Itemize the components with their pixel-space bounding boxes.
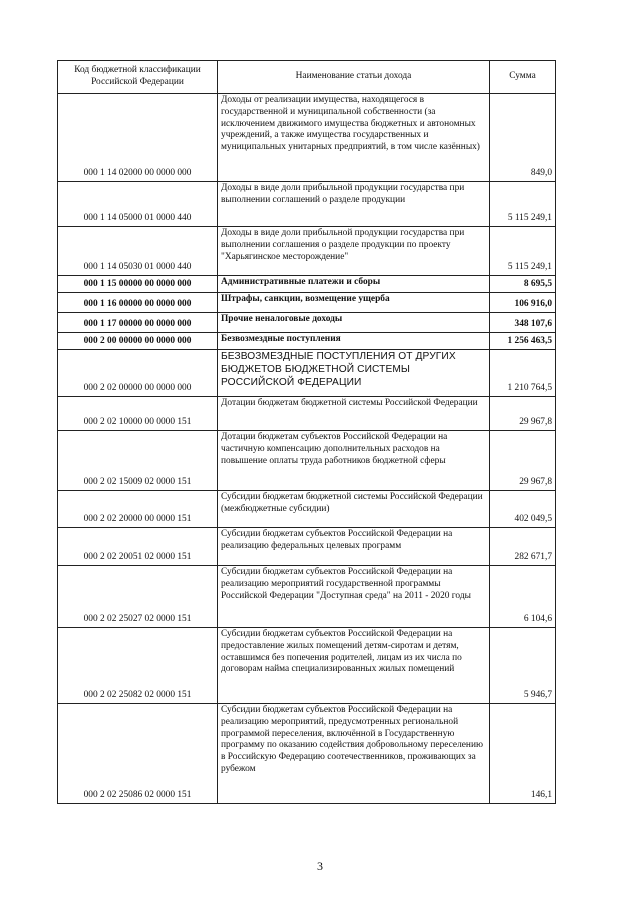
row-sum: 5 946,7 xyxy=(490,628,556,704)
row-sum: 282 671,7 xyxy=(490,528,556,566)
row-name: Доходы в виде доли прибыльной продукции государства при выполнении соглашения о разделе продукции по проекту "Харьягинское месторождение" xyxy=(218,227,490,276)
table-row xyxy=(58,491,556,528)
row-code: 000 1 17 00000 00 0000 000 xyxy=(58,313,218,333)
row-name: Доходы от реализации имущества, находящегося в государственной и муниципальной собственности (за исключением движимого имущества бюджетных и автономных учреждений, а также имущества государственных и муниципальных унитарных предприятий, в том числе казённых) xyxy=(218,94,490,182)
row-name: Субсидии бюджетам субъектов Российской Федерации на реализацию мероприятий, предусмотренных региональной программой переселения, включённой в Государственную программу по оказанию содействия добровольному переселению в Российскую Федерацию соотечественников, проживающих за рубежом xyxy=(218,704,490,804)
header-name: Наименование статьи дохода xyxy=(218,61,490,94)
row-name: Субсидии бюджетам субъектов Российской Федерации на реализацию мероприятий государственной программы Российской Федерации "Доступная среда" на 2011 - 2020 годы xyxy=(218,566,490,628)
table-row xyxy=(58,313,556,333)
header-code: Код бюджетной классификации Российской Федерации xyxy=(58,61,218,94)
row-code: 000 2 02 10000 00 0000 151 xyxy=(58,397,218,431)
row-sum: 29 967,8 xyxy=(490,431,556,491)
row-sum: 8 695,5 xyxy=(490,276,556,293)
row-code: 000 2 00 00000 00 0000 000 xyxy=(58,333,218,350)
row-code: 000 2 02 00000 00 0000 000 xyxy=(58,350,218,397)
revenue-table xyxy=(57,60,556,804)
row-code: 000 1 14 05030 01 0000 440 xyxy=(58,227,218,276)
row-code: 000 1 15 00000 00 0000 000 xyxy=(58,276,218,293)
row-code: 000 2 02 25086 02 0000 151 xyxy=(58,704,218,804)
row-code: 000 2 02 20051 02 0000 151 xyxy=(58,528,218,566)
row-name: Штрафы, санкции, возмещение ущерба xyxy=(218,293,490,313)
row-sum: 106 916,0 xyxy=(490,293,556,313)
row-code: 000 1 16 00000 00 0000 000 xyxy=(58,293,218,313)
table-row xyxy=(58,276,556,293)
table-row xyxy=(58,528,556,566)
row-name: Административные платежи и сборы xyxy=(218,276,490,293)
header-sum: Сумма xyxy=(490,61,556,94)
row-sum: 402 049,5 xyxy=(490,491,556,528)
row-sum: 29 967,8 xyxy=(490,397,556,431)
table-row xyxy=(58,628,556,704)
row-name: Дотации бюджетам субъектов Российской Федерации на частичную компенсацию дополнительных расходов на повышение оплаты труда работников бюджетной сферы xyxy=(218,431,490,491)
row-sum: 5 115 249,1 xyxy=(490,182,556,227)
row-sum: 1 210 764,5 xyxy=(490,350,556,397)
row-code: 000 2 02 20000 00 0000 151 xyxy=(58,491,218,528)
table-row xyxy=(58,566,556,628)
table-row xyxy=(58,227,556,276)
row-sum: 1 256 463,5 xyxy=(490,333,556,350)
page-number: 3 xyxy=(317,859,323,873)
row-name: Субсидии бюджетам субъектов Российской Федерации на предоставление жилых помещений детям-сиротам и детям, оставшимся без попечения родителей, лицам из их числа по договорам найма специализированных жилых помещений xyxy=(218,628,490,704)
row-name: Безвозмездные поступления xyxy=(218,333,490,350)
table-row xyxy=(58,333,556,350)
row-sum: 146,1 xyxy=(490,704,556,804)
row-sum: 5 115 249,1 xyxy=(490,227,556,276)
row-code: 000 2 02 25082 02 0000 151 xyxy=(58,628,218,704)
row-sum: 348 107,6 xyxy=(490,313,556,333)
row-name: Субсидии бюджетам бюджетной системы Российской Федерации (межбюджетные субсидии) xyxy=(218,491,490,528)
table-row xyxy=(58,94,556,182)
table-row xyxy=(58,397,556,431)
row-code: 000 1 14 05000 01 0000 440 xyxy=(58,182,218,227)
row-name: Дотации бюджетам бюджетной системы Российской Федерации xyxy=(218,397,490,431)
table-row xyxy=(58,704,556,804)
row-code: 000 2 02 15009 02 0000 151 xyxy=(58,431,218,491)
row-name: БЕЗВОЗМЕЗДНЫЕ ПОСТУПЛЕНИЯ ОТ ДРУГИХ БЮДЖЕТОВ БЮДЖЕТНОЙ СИСТЕМЫ РОССИЙСКОЙ ФЕДЕРАЦИИ xyxy=(218,350,490,397)
table-row xyxy=(58,182,556,227)
table-row xyxy=(58,431,556,491)
row-name: Субсидии бюджетам субъектов Российской Федерации на реализацию федеральных целевых программ xyxy=(218,528,490,566)
row-code: 000 1 14 02000 00 0000 000 xyxy=(58,94,218,182)
row-sum: 849,0 xyxy=(490,94,556,182)
table-row xyxy=(58,350,556,397)
table-row xyxy=(58,293,556,313)
table-header-row xyxy=(58,61,556,94)
row-name: Доходы в виде доли прибыльной продукции государства при выполнении соглашений о разделе продукции xyxy=(218,182,490,227)
row-sum: 6 104,6 xyxy=(490,566,556,628)
row-name: Прочие неналоговые доходы xyxy=(218,313,490,333)
row-code: 000 2 02 25027 02 0000 151 xyxy=(58,566,218,628)
